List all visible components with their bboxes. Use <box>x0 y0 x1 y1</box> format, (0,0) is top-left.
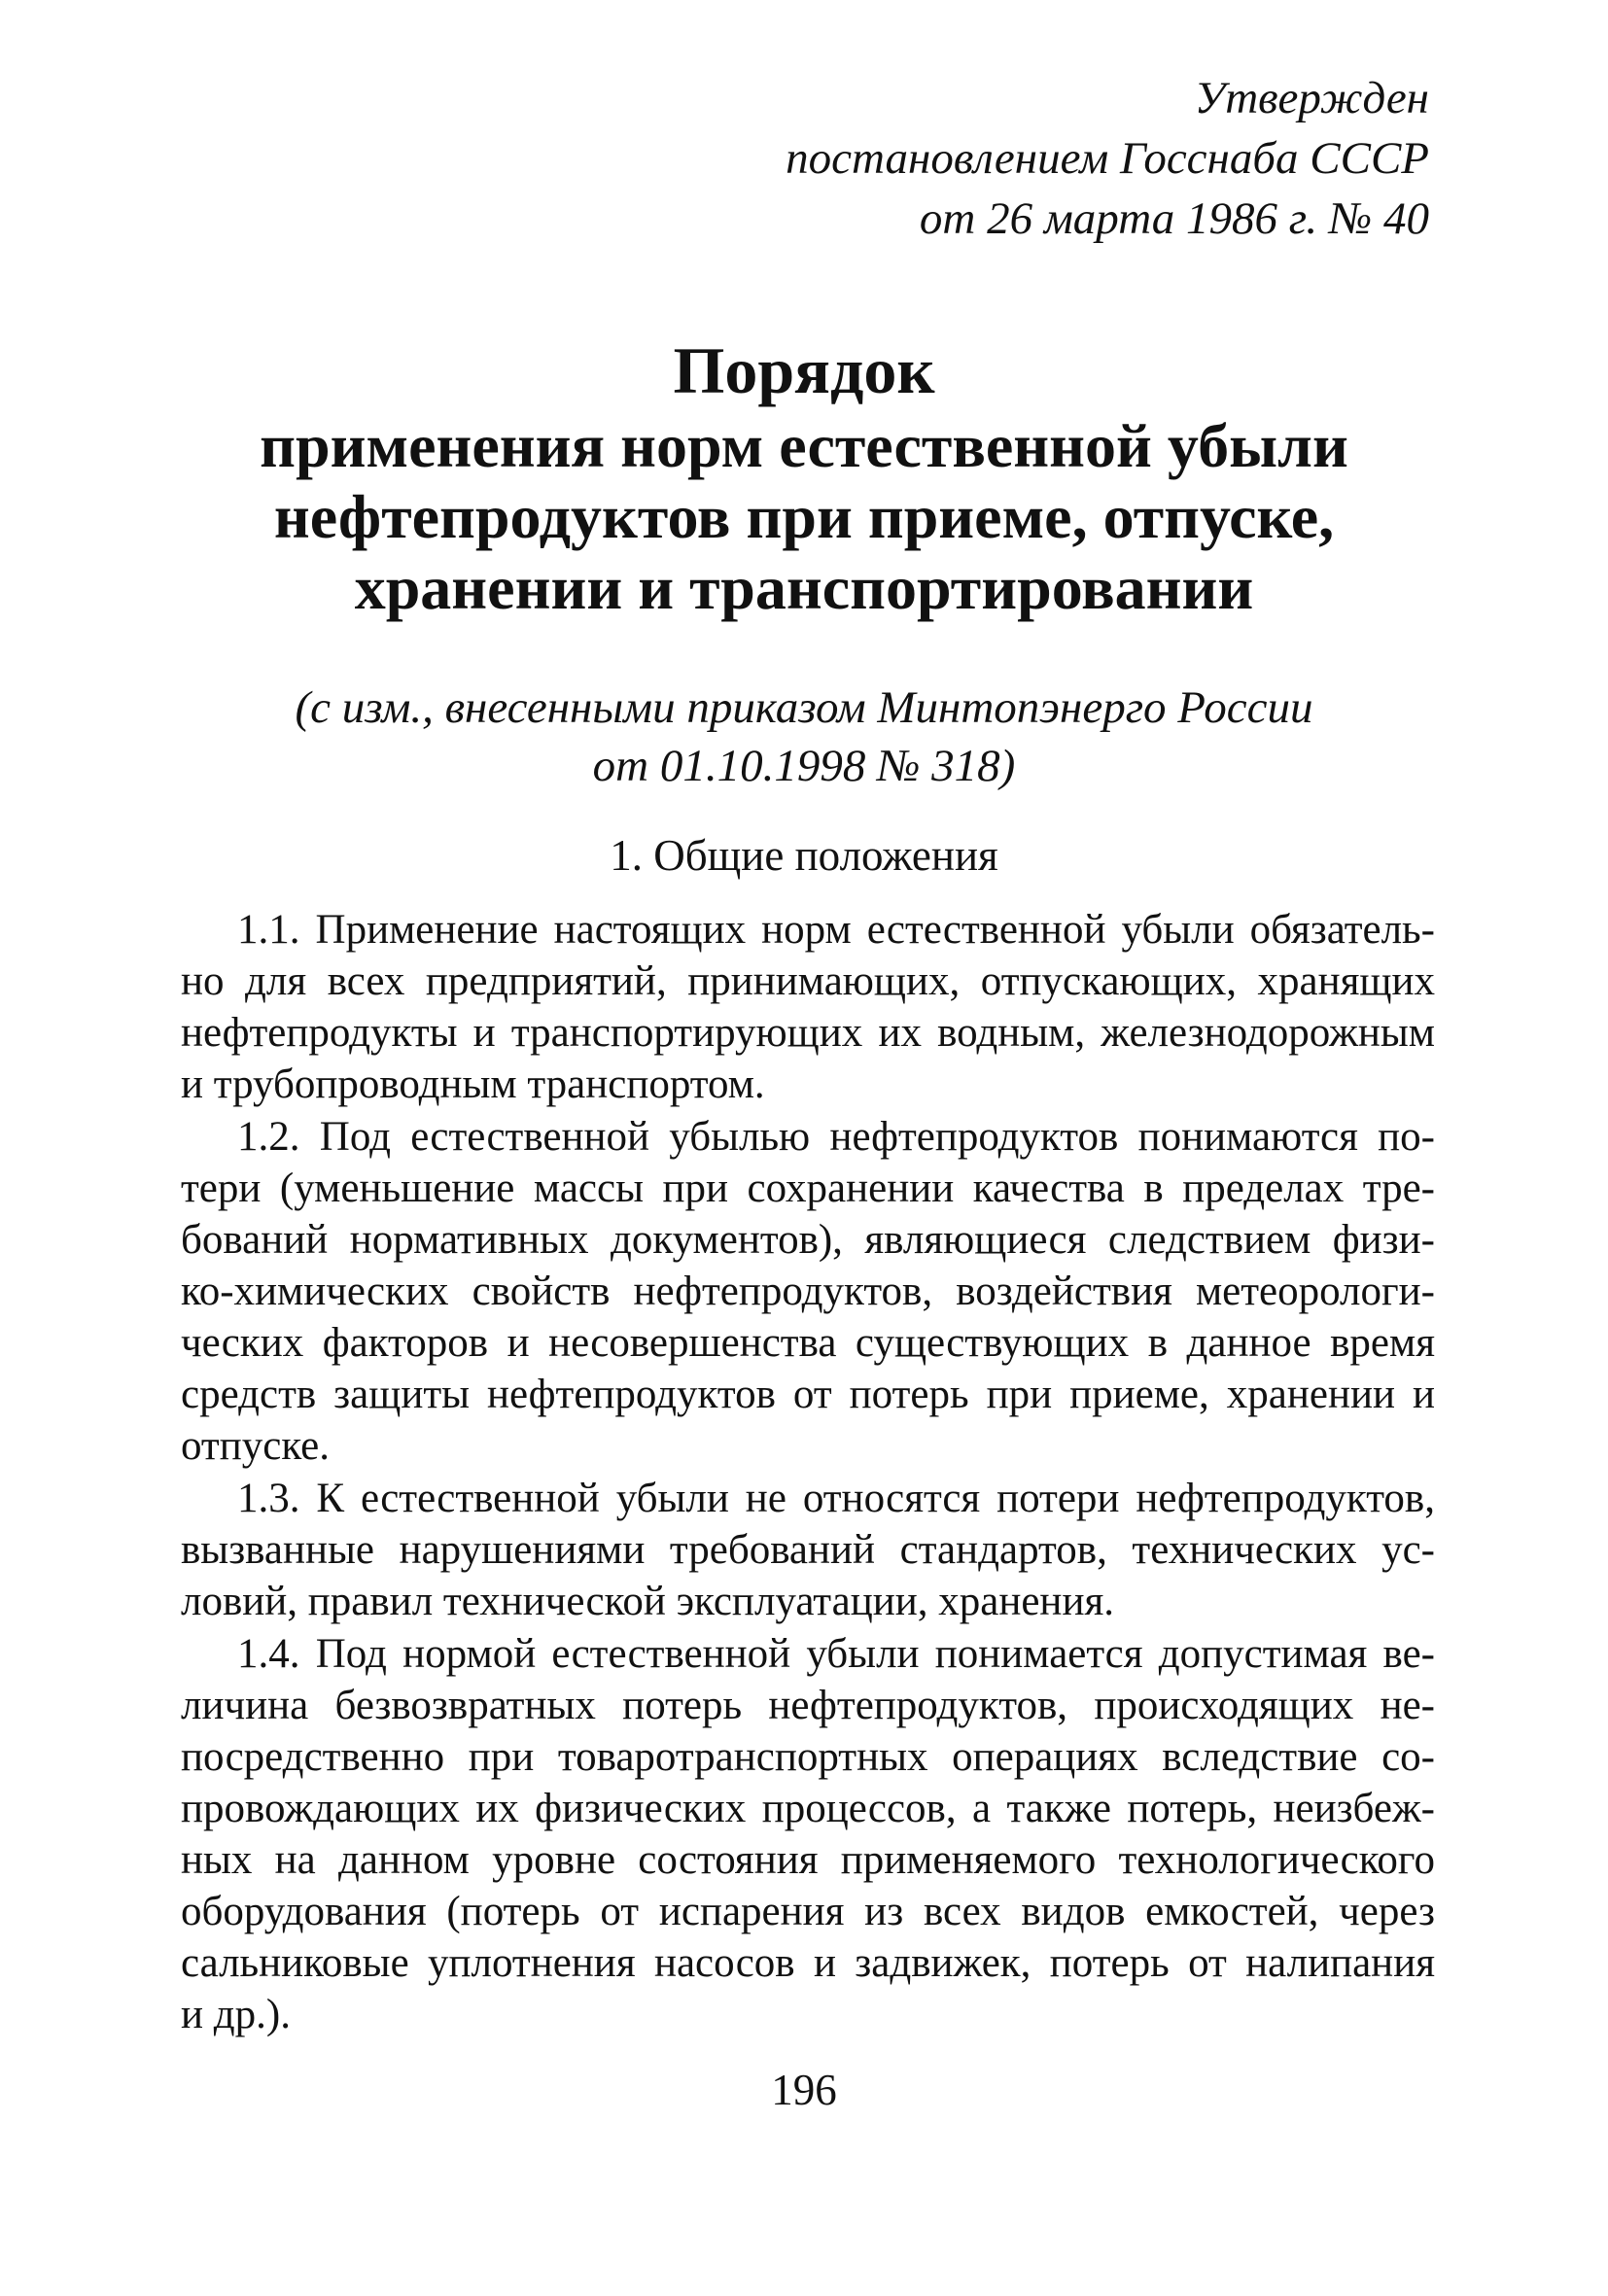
text-line: сальниковые уплотнения насосов и задвижек, потерь от налипания <box>181 1940 1435 1986</box>
text-line: 1.3. К естественной убыли не относятся потери нефтепродуктов, <box>237 1476 1435 1521</box>
paragraph-1-3 <box>181 1473 1435 1627</box>
text-line: отпуске. <box>181 1423 330 1469</box>
body-text <box>181 904 1435 2041</box>
text-line: ко-химических свойств нефтепродуктов, воздействия метеорологи- <box>181 1269 1435 1314</box>
paragraph-1-1 <box>181 904 1435 1110</box>
title-line: нефтепродуктов при приеме, отпуске, <box>273 482 1335 551</box>
paragraph-1-2 <box>181 1111 1435 1472</box>
text-line: посредственно при товаротранспортных операциях вследствие со- <box>181 1734 1435 1780</box>
amendment-line-2: от 01.10.1998 № 318) <box>592 741 1016 791</box>
section-heading: 1. Общие положения <box>610 831 998 880</box>
text-line: 1.2. Под естественной убылью нефтепродуктов понимаются по- <box>237 1114 1435 1160</box>
text-line: ческих факторов и несовершенства существующих в данное время <box>181 1320 1435 1366</box>
paragraph-1-4 <box>181 1628 1435 2040</box>
text-line: но для всех предприятий, принимающих, отпускающих, хранящих <box>181 958 1435 1004</box>
approval-line-3: от 26 марта 1986 г. № 40 <box>919 193 1429 244</box>
title-line: применения норм естественной убыли <box>260 411 1348 480</box>
text-line: ловий, правил технической эксплуатации, хранения. <box>181 1579 1114 1624</box>
text-line: вызванные нарушениями требований стандартов, технических ус- <box>181 1527 1435 1573</box>
text-line: и др.). <box>181 1992 291 2037</box>
text-line: 1.4. Под нормой естественной убыли понимается допустимая ве- <box>237 1631 1435 1677</box>
title-line: хранении и транспортировании <box>354 553 1254 622</box>
text-line: бований нормативных документов), являющиеся следствием физи- <box>181 1217 1435 1263</box>
text-line: провождающих их физических процессов, а также потерь, неизбеж- <box>181 1786 1435 1831</box>
text-line: тери (уменьшение массы при сохранении качества в пределах тре- <box>181 1165 1435 1211</box>
text-line: и трубопроводным транспортом. <box>181 1061 765 1107</box>
text-line: оборудования (потерь от испарения из всех видов емкостей, через <box>181 1889 1435 1934</box>
text-line: средств защиты нефтепродуктов от потерь при приеме, хранении и <box>181 1372 1435 1417</box>
page-number: 196 <box>771 2066 837 2114</box>
text-line: личина безвозвратных потерь нефтепродуктов, происходящих не- <box>181 1683 1435 1728</box>
text-line: нефтепродукты и транспортирующих их водным, железнодорожным <box>181 1010 1435 1056</box>
text-line: ных на данном уровне состояния применяемого технологического <box>181 1837 1435 1883</box>
approval-block <box>786 68 1429 249</box>
approval-line-2: постановлением Госснаба СССР <box>786 133 1429 184</box>
document-title <box>194 335 1414 623</box>
amendment-line-1: (с изм., внесенными приказом Минтопэнерго России <box>295 682 1313 733</box>
title-line: Порядок <box>673 333 935 407</box>
approval-line-1: Утвержден <box>1194 73 1429 123</box>
amendment-note <box>194 678 1414 795</box>
text-line: 1.1. Применение настоящих норм естественной убыли обязатель- <box>237 907 1435 953</box>
